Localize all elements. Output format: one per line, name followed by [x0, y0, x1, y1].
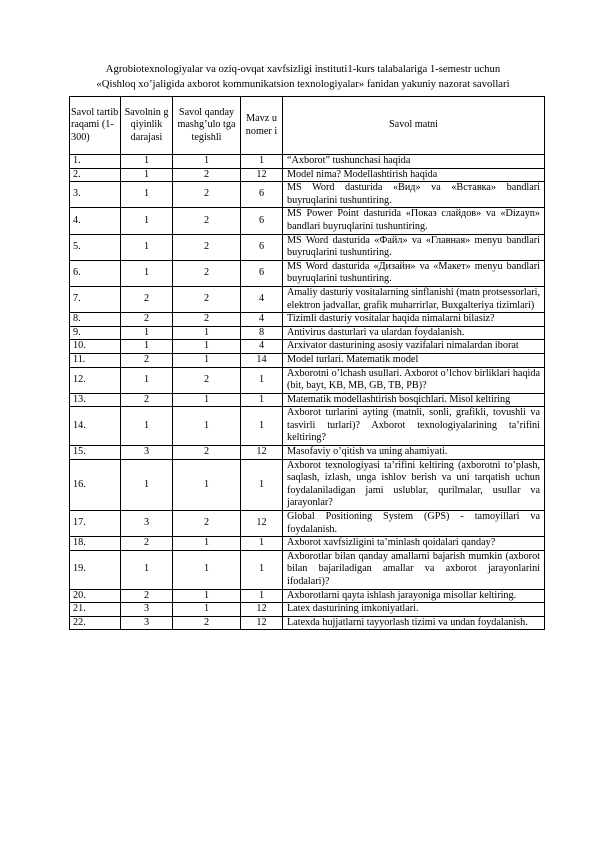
question-text-cell: Axborot texnologiyasi ta’rifini keltiring (axborotni to’plash, saqlash, izlash, unga ishlov berish va uni tarqatish uchun foydalaniladigan jami uslublar, qurilmalar, usullar va jarayonlar? — [283, 459, 545, 510]
title-line-1: Agrobiotexnologiyalar va oziq-ovqat xavfsizligi instituti1-kurs talabalariga 1-semestr uchun — [105, 63, 501, 75]
header-difficulty: Savolnin g qiyinlik darajasi — [121, 97, 173, 155]
topic-number-cell: 12 — [241, 168, 283, 182]
difficulty-cell: 3 — [121, 446, 173, 460]
lesson-type-cell: 1 — [173, 393, 241, 407]
difficulty-cell: 1 — [121, 155, 173, 169]
topic-number-cell: 6 — [241, 234, 283, 260]
table-row — [70, 446, 545, 460]
lesson-type-cell: 1 — [173, 407, 241, 446]
question-number-cell: 21. — [70, 603, 121, 617]
topic-number-cell: 4 — [241, 340, 283, 354]
difficulty-cell: 2 — [121, 589, 173, 603]
table-row — [70, 603, 545, 617]
question-text-cell: Matematik modellashtirish bosqichlari. Misol keltiring — [283, 393, 545, 407]
topic-number-cell: 1 — [241, 407, 283, 446]
question-text-cell: “Axborot” tushunchasi haqida — [283, 155, 545, 169]
topic-number-cell: 1 — [241, 393, 283, 407]
table-row — [70, 260, 545, 286]
lesson-type-cell: 2 — [173, 182, 241, 208]
topic-number-cell: 6 — [241, 182, 283, 208]
table-row — [70, 353, 545, 367]
question-text-cell: Model turlari. Matematik model — [283, 353, 545, 367]
topic-number-cell: 8 — [241, 326, 283, 340]
question-number-cell: 4. — [70, 208, 121, 234]
table-row — [70, 208, 545, 234]
table-row — [70, 168, 545, 182]
topic-number-cell: 4 — [241, 286, 283, 312]
table-row — [70, 616, 545, 630]
question-text-cell: Axborot turlarini ayting (matnli, sonli, grafikli, tovushli va tasvirli turlari)? Axborot texnologiyalarining ta’rifini keltiring? — [283, 407, 545, 446]
question-number-cell: 20. — [70, 589, 121, 603]
header-question-number: Savol tartib raqami (1-300) — [70, 97, 121, 155]
question-text-cell: Latexda hujjatlarni tayyorlash tizimi va undan foydalanish. — [283, 616, 545, 630]
difficulty-cell: 1 — [121, 168, 173, 182]
topic-number-cell: 6 — [241, 260, 283, 286]
question-number-cell: 2. — [70, 168, 121, 182]
question-text-cell: MS Word dasturida «Вид» va «Вставка» bandlari buyruqlarini tushuntiring. — [283, 182, 545, 208]
difficulty-cell: 1 — [121, 340, 173, 354]
question-text-cell: Axborotlarni qayta ishlash jarayoniga misollar keltiring. — [283, 589, 545, 603]
question-number-cell: 13. — [70, 393, 121, 407]
question-number-cell: 19. — [70, 550, 121, 589]
header-topic-number: Mavz u nomer i — [241, 97, 283, 155]
question-text-cell: Amaliy dasturiy vositalarning sinflanishi (matn protsessorlari, elektron jadvallar, grafik muharrirlar, Buxgalteriya tizimlari) — [283, 286, 545, 312]
difficulty-cell: 1 — [121, 234, 173, 260]
header-lesson-type: Savol qanday mashg’ulo tga tegishli — [173, 97, 241, 155]
topic-number-cell: 12 — [241, 511, 283, 537]
question-text-cell: Axborotlar bilan qanday amallarni bajarish mumkin (axborot bilan bajariladigan amallar va axborot jarayonlarini ifodalari)? — [283, 550, 545, 589]
lesson-type-cell: 2 — [173, 616, 241, 630]
difficulty-cell: 1 — [121, 208, 173, 234]
title-line-2: «Qishloq xo’jaligida axborot kommunikatsion texnologiyalar» fanidan yakuniy nazorat savollari — [96, 78, 510, 90]
question-text-cell: Global Positioning System (GPS) - tamoyillari va foydalanish. — [283, 511, 545, 537]
question-number-cell: 1. — [70, 155, 121, 169]
lesson-type-cell: 1 — [173, 589, 241, 603]
question-text-cell: MS Power Point dasturida «Показ слайдов» va «Dizayn» bandlari buyruqlarini tushuntiring. — [283, 208, 545, 234]
lesson-type-cell: 2 — [173, 286, 241, 312]
question-text-cell: Arxivator dasturining asosiy vazifalari nimalardan iborat — [283, 340, 545, 354]
question-text-cell: Latex dasturining imkoniyatlari. — [283, 603, 545, 617]
difficulty-cell: 1 — [121, 367, 173, 393]
table-row — [70, 537, 545, 551]
lesson-type-cell: 1 — [173, 603, 241, 617]
lesson-type-cell: 1 — [173, 550, 241, 589]
question-text-cell: Axborot xavfsizligini ta’minlash qoidalari qanday? — [283, 537, 545, 551]
topic-number-cell: 14 — [241, 353, 283, 367]
question-number-cell: 10. — [70, 340, 121, 354]
lesson-type-cell: 1 — [173, 340, 241, 354]
difficulty-cell: 2 — [121, 537, 173, 551]
table-row — [70, 234, 545, 260]
difficulty-cell: 3 — [121, 616, 173, 630]
question-number-cell: 12. — [70, 367, 121, 393]
lesson-type-cell: 2 — [173, 367, 241, 393]
difficulty-cell: 3 — [121, 511, 173, 537]
question-number-cell: 11. — [70, 353, 121, 367]
topic-number-cell: 1 — [241, 367, 283, 393]
question-number-cell: 3. — [70, 182, 121, 208]
lesson-type-cell: 2 — [173, 446, 241, 460]
table-row — [70, 393, 545, 407]
question-text-cell: MS Word dasturida «Дизайн» va «Макет» menyu bandlari buyruqlarini tushuntiring. — [283, 260, 545, 286]
question-number-cell: 6. — [70, 260, 121, 286]
question-text-cell: MS Word dasturida «Файл» va «Главная» menyu bandlari buyruqlarini tushuntiring. — [283, 234, 545, 260]
lesson-type-cell: 1 — [173, 353, 241, 367]
question-number-cell: 14. — [70, 407, 121, 446]
table-row — [70, 182, 545, 208]
lesson-type-cell: 1 — [173, 459, 241, 510]
question-number-cell: 16. — [70, 459, 121, 510]
table-row — [70, 407, 545, 446]
lesson-type-cell: 1 — [173, 326, 241, 340]
table-header-row — [70, 97, 545, 155]
document-title — [62, 62, 544, 92]
question-text-cell: Tizimli dasturiy vositalar haqida nimalarni bilasiz? — [283, 313, 545, 327]
lesson-type-cell: 1 — [173, 537, 241, 551]
question-number-cell: 9. — [70, 326, 121, 340]
difficulty-cell: 2 — [121, 313, 173, 327]
difficulty-cell: 1 — [121, 182, 173, 208]
table-row — [70, 286, 545, 312]
difficulty-cell: 2 — [121, 393, 173, 407]
difficulty-cell: 1 — [121, 260, 173, 286]
topic-number-cell: 6 — [241, 208, 283, 234]
lesson-type-cell: 2 — [173, 208, 241, 234]
difficulty-cell: 2 — [121, 353, 173, 367]
topic-number-cell: 1 — [241, 550, 283, 589]
table-row — [70, 550, 545, 589]
lesson-type-cell: 2 — [173, 511, 241, 537]
topic-number-cell: 12 — [241, 446, 283, 460]
lesson-type-cell: 2 — [173, 260, 241, 286]
question-number-cell: 7. — [70, 286, 121, 312]
table-row — [70, 589, 545, 603]
topic-number-cell: 4 — [241, 313, 283, 327]
difficulty-cell: 1 — [121, 550, 173, 589]
lesson-type-cell: 2 — [173, 234, 241, 260]
table-row — [70, 459, 545, 510]
question-text-cell: Model nima? Modellashtirish haqida — [283, 168, 545, 182]
topic-number-cell: 12 — [241, 616, 283, 630]
table-row — [70, 367, 545, 393]
topic-number-cell: 12 — [241, 603, 283, 617]
topic-number-cell: 1 — [241, 459, 283, 510]
table-body — [70, 155, 545, 630]
question-number-cell: 5. — [70, 234, 121, 260]
difficulty-cell: 1 — [121, 326, 173, 340]
lesson-type-cell: 2 — [173, 313, 241, 327]
lesson-type-cell: 2 — [173, 168, 241, 182]
table-row — [70, 313, 545, 327]
lesson-type-cell: 1 — [173, 155, 241, 169]
topic-number-cell: 1 — [241, 537, 283, 551]
table-row — [70, 340, 545, 354]
header-question-text: Savol matni — [283, 97, 545, 155]
difficulty-cell: 3 — [121, 603, 173, 617]
topic-number-cell: 1 — [241, 155, 283, 169]
question-number-cell: 15. — [70, 446, 121, 460]
question-number-cell: 22. — [70, 616, 121, 630]
table-row — [70, 511, 545, 537]
question-number-cell: 17. — [70, 511, 121, 537]
question-text-cell: Antivirus dasturlari va ulardan foydalanish. — [283, 326, 545, 340]
question-number-cell: 18. — [70, 537, 121, 551]
table-row — [70, 326, 545, 340]
difficulty-cell: 2 — [121, 286, 173, 312]
table-row — [70, 155, 545, 169]
difficulty-cell: 1 — [121, 407, 173, 446]
question-number-cell: 8. — [70, 313, 121, 327]
question-text-cell: Masofaviy o’qitish va uning ahamiyati. — [283, 446, 545, 460]
question-text-cell: Axborotni o’lchash usullari. Axborot o’lchov birliklari haqida (bit, bayt, KB, MB, GB, TB, PB)? — [283, 367, 545, 393]
questions-table — [69, 96, 545, 630]
difficulty-cell: 1 — [121, 459, 173, 510]
topic-number-cell: 1 — [241, 589, 283, 603]
